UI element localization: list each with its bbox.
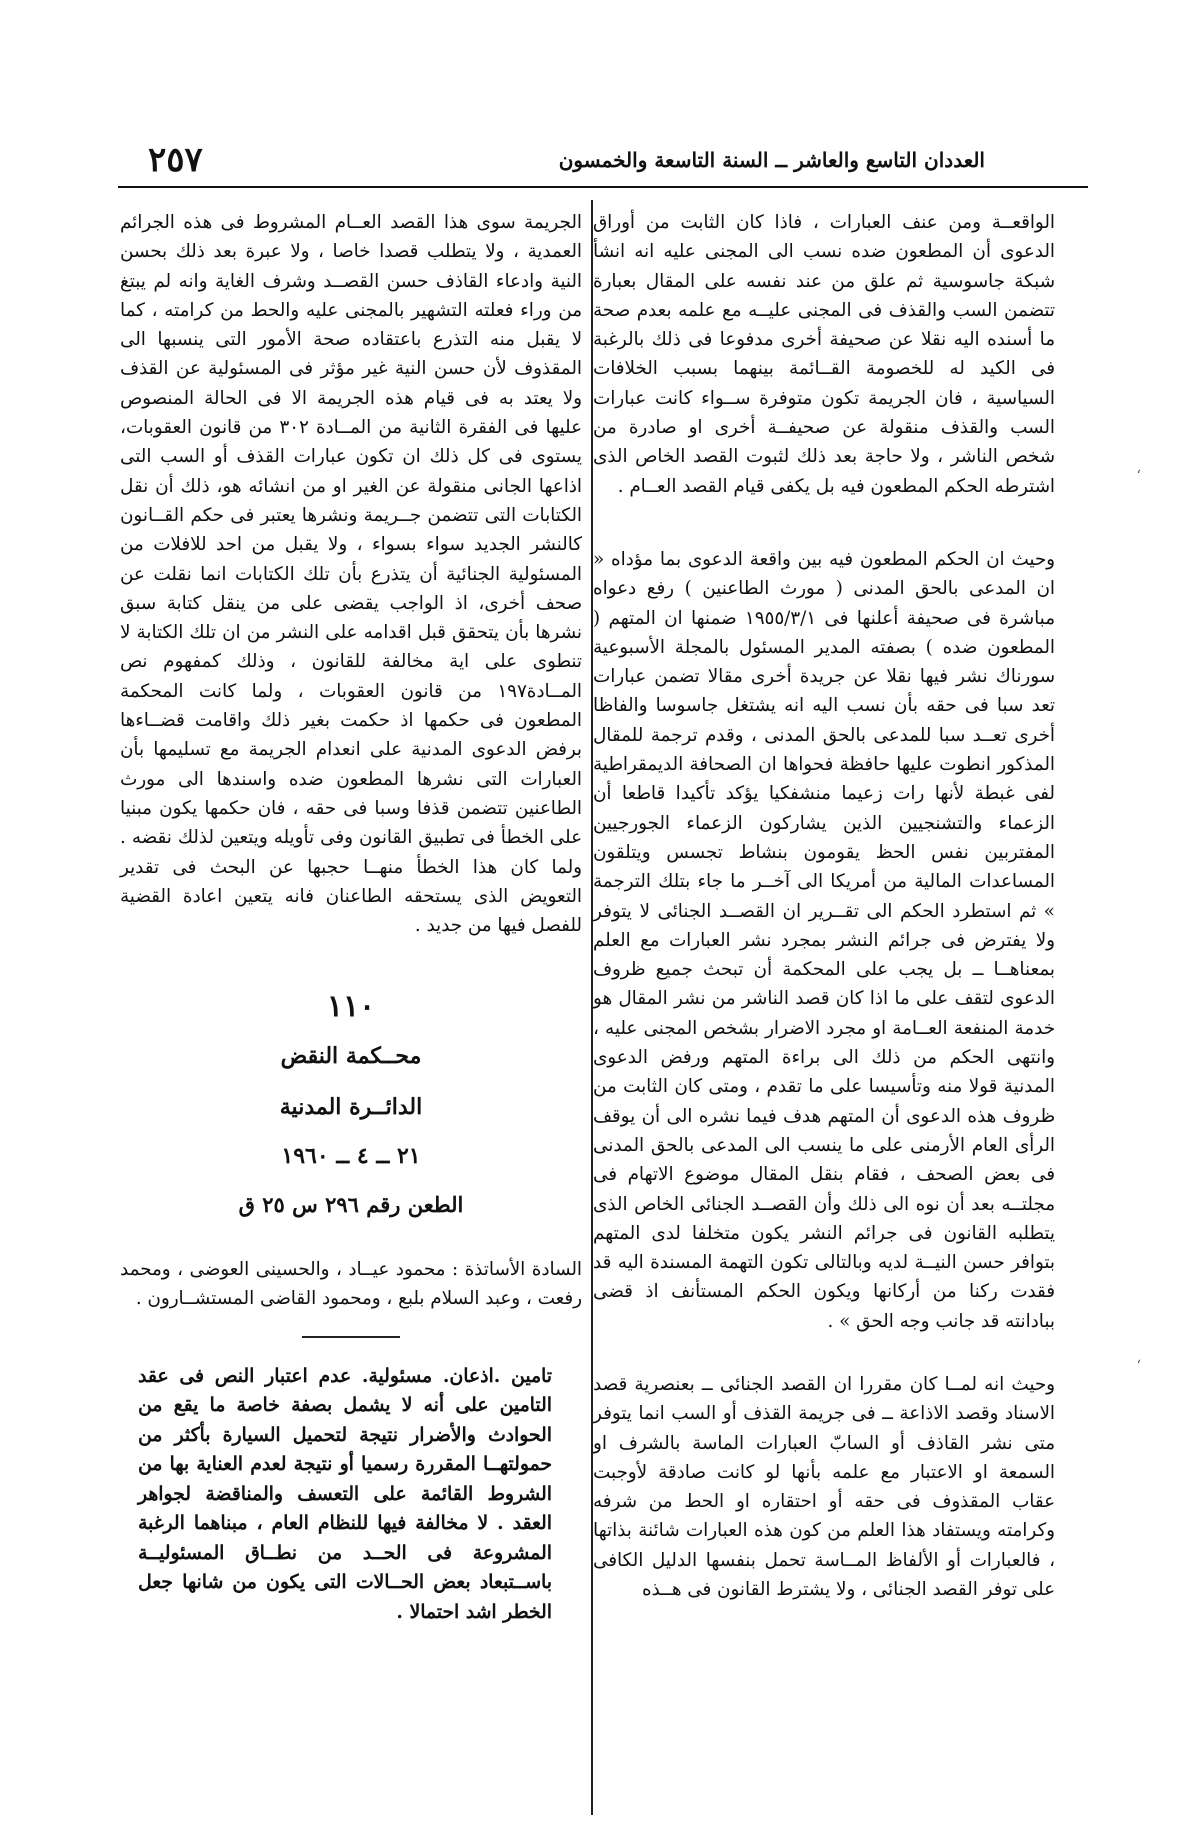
body-paragraph: وحيث ان الحكم المطعون فيه بين واقعة الدعوى بما مؤداه « ان المدعى بالحق المدنى ( مورث الطاعنين ) رفع دعواه مباشرة فى صحيفة أعلنها فى ١٩٥٥/٣/١ ضمنها ان المتهم ( المطعون ضده ) بصفته المدير المسئول بالمجلة الأسبوعية سورناك نشر فيها نقلا عن جريدة أخرى مقالا تضمن عبارات تعد سبا فى حقه بأن نسب اليه انه يشتغل جاسوسا والفاظا أخرى تعــد سبا للمدعى بالحق المدنى ، وقدم ترجمة للمقال المذكور انطوت عليها حافظة فحواها ان الصحافة الديمقراطية لفى غبطة لأنها رات زعيما منشفكيا يؤكد تأكيدا قاطعا أن الزعماء والتشنجيين الذين يشاركون الزعماء الجورجيين المفتربين نفس الحظ يقومون بنشاط تجسس ويتلقون المساعدات المالية من أمريكا الى آخــر ما جاء بتلك الترجمة » ثم استطرد الحكم الى تقــرير ان القصــد الجنائى لا يتوفر ولا يفترض فى جرائم النشر بمجرد نشر العبارات مع العلم بمعناهــا ــ بل يجب على المحكمة أن تبحث جميع ظروف الدعوى لتقف على ما اذا كان قصد الناشر من نشر المقال هو خدمة المنفعة العــامة او مجرد الاضرار بشخص المجنى عليه ، وانتهى الحكم من ذلك الى براءة المتهم ورفض الدعوى المدنية قولا منه وتأسيسا على ما تقدم ، ومتى كان الثابت من ظروف هذه الدعوى أن المتهم هدف فيما نشره الى أن يوقف الرأى العام الأرمنى على ما ينسب الى المدعى بالحق المدنى فى بعض الصحف ، فقام بنقل المقال موضوع الاتهام فى مجلتــه بعد أن نوه الى ذلك وأن القصــد الجنائى الخاص الذى يتطلبه القانون فى جرائم النشر يكون متخلفا لدى المتهم بتوافر حسن النيــة لديه وبالتالى تكون التهمة المسندة اليه قد فقدت ركنا من أركانها ويكون الحكم المستأنف اذ قضى ببادانته قد جانب وجه الحق » . (593, 548, 1055, 1332)
header-rule (118, 186, 1088, 188)
right-column (593, 208, 1055, 1612)
case-summary: تامين .اذعان. مسئولية. عدم اعتبار النص فى عقد التامين على أنه لا يشمل بصفة خاصة ما يقع من الحوادث والأضرار نتيجة لتحميل السيارة بأكثر من حمولتهــا المقررة رسميا أو نتيجة لعدم العناية بها من الشروط القائمة على التعسف والمناقضة لجواهر العقد . لا مخالفة فيها للنظام العام ، مبناهما الرغبة المشروعة فى الحــد من نطــاق المسئوليــة باســتبعاد بعض الحــالات التى يكون من شانها جعل الخطر اشد احتمالا . (138, 1364, 552, 1623)
running-header: العددان التاسع والعاشر ــ السنة التاسعة والخمسون (558, 148, 985, 172)
column-divider (591, 200, 593, 1815)
body-paragraph: الواقعــة ومن عنف العبارات ، فاذا كان الثابت من أوراق الدعوى أن المطعون ضده نسب الى المجنى عليه انه انشأ شبكة جاسوسية ثم علق من عند نفسه على المقال بعبارة تتضمن السب والقذف فى المجنى عليــه مع علمه بعدم صحة ما أسنده اليه نقلا عن صحيفة أخرى مدفوعا فى ذلك بالرغبة فى الكيد له للخصومة القــائمة بينهما بسبب الخلافات السياسية ، فان الجريمة تكون متوفرة ســواء كانت عبارات السب والقذف منقولة عن صحيفــة أخرى او صادرة من شخص الناشر ، ولا حاجة بعد ذلك لثبوت القصد الخاص الذى اشترطه الحكم المطعون فيه بل يكفى قيام القصد العــام . (593, 212, 1055, 497)
page-number: ٢٥٧ (148, 140, 203, 180)
margin-tick: ‘ (1136, 1358, 1141, 1374)
decision-date: ٢١ ــ ٤ ــ ١٩٦٠ (281, 1143, 421, 1170)
case-number: ١١٠ (326, 989, 376, 1025)
body-paragraph: وحيث انه لمــا كان مقررا ان القصد الجنائى ــ بعنصرية قصد الاسناد وقصد الاذاعة ــ فى جريمة القذف أو السب انما يتوفر متى نشر القاذف أو السابّ العبارات الماسة بالشرف او السمعة او الاعتبار مع علمه بأنها لو كانت صادقة لأوجبت عقاب المقذوف فى حقه أو احتقاره او الحط من شرفه وكرامته ويستفاد هذا العلم من كون هذه العبارات شائنة بذاتها ، فالعبارات أو الألفاظ المــاسة تحمل بنفسها الدليل الكافى على توفر القصد الجنائى ، ولا يشترط القانون فى هــذه (593, 1373, 1055, 1601)
circuit-name: الدائــرة المدنية (279, 1094, 423, 1121)
left-column (120, 208, 582, 1627)
margin-tick: ‘ (1136, 468, 1141, 484)
section-rule (302, 1336, 400, 1338)
appeal-number: الطعن رقم ٢٩٦ س ٢٥ ق (238, 1191, 464, 1217)
court-name: محــكمة النقض (280, 1042, 422, 1069)
body-paragraph: الجريمة سوى هذا القصد العــام المشروط فى هذه الجرائم العمدية ، ولا يتطلب قصدا خاصا ، ولا عبرة بعد ذلك بحسن النية وادعاء القاذف حسن القصــد وشرف الغاية وانه لم يبتغ من وراء فعلته التشهير بالمجنى عليه والحط من كرامته ، كما لا يقبل منه التذرع باعتقاده صحة الأمور التى ينسبها الى المقذوف لأن حسن النية غير مؤثر فى المسئولية عن القذف ولا يعتد به فى قيام هذه الجريمة الا فى الحالة المنصوص عليها فى الفقرة الثانية من المــادة ٣٠٢ من قانون العقوبات، يستوى فى كل ذلك ان تكون عبارات القذف أو السب التى اذاعها الجانى منقولة عن الغير او من انشائه هو، ذلك أن نقل الكتابات التى تتضمن جــريمة ونشرها يعتبر فى حكم القــانون كالنشر الجديد سواء بسواء ، ولا يقبل من احد للافلات من المسئولية الجنائية أن يتذرع بأن تلك الكتابات انما نقلت عن صحف أخرى، اذ الواجب يقضى على من ينقل كتابة سبق نشرها بأن يتحقق قبل اقدامه على النشر من ان تلك الكتابة لا تنطوى على اية مخالفة للقانون ، وذلك كمفهوم نص المــادة١٩٧ من قانون العقوبات ، ولما كانت المحكمة المطعون فى حكمها اذ حكمت بغير ذلك واقامت قضــاءها برفض الدعوى المدنية على انعدام الجريمة مع تسليمها بأن العبارات التى نشرها المطعون ضده واسندها الى مورث الطاعنين تتضمن قذفا وسبا فى حقه ، فان حكمها يكون مبنيا على الخطأ فى تطبيق القانون وفى تأويله ويتعين لذلك نقضه . ولما كان هذا الخطأ منهــا حجبها عن البحث فى تقدير التعويض الذى يستحقه الطاعنان فانه يتعين اعادة القضية للفصل فيها من جديد . (120, 212, 582, 937)
judges-list: السادة الأساتذة : محمود عيــاد ، والحسينى العوضى ، ومحمد رفعت ، وعبد السلام بلبع ، ومحمود القاضى المستشــارون . (120, 1258, 582, 1310)
